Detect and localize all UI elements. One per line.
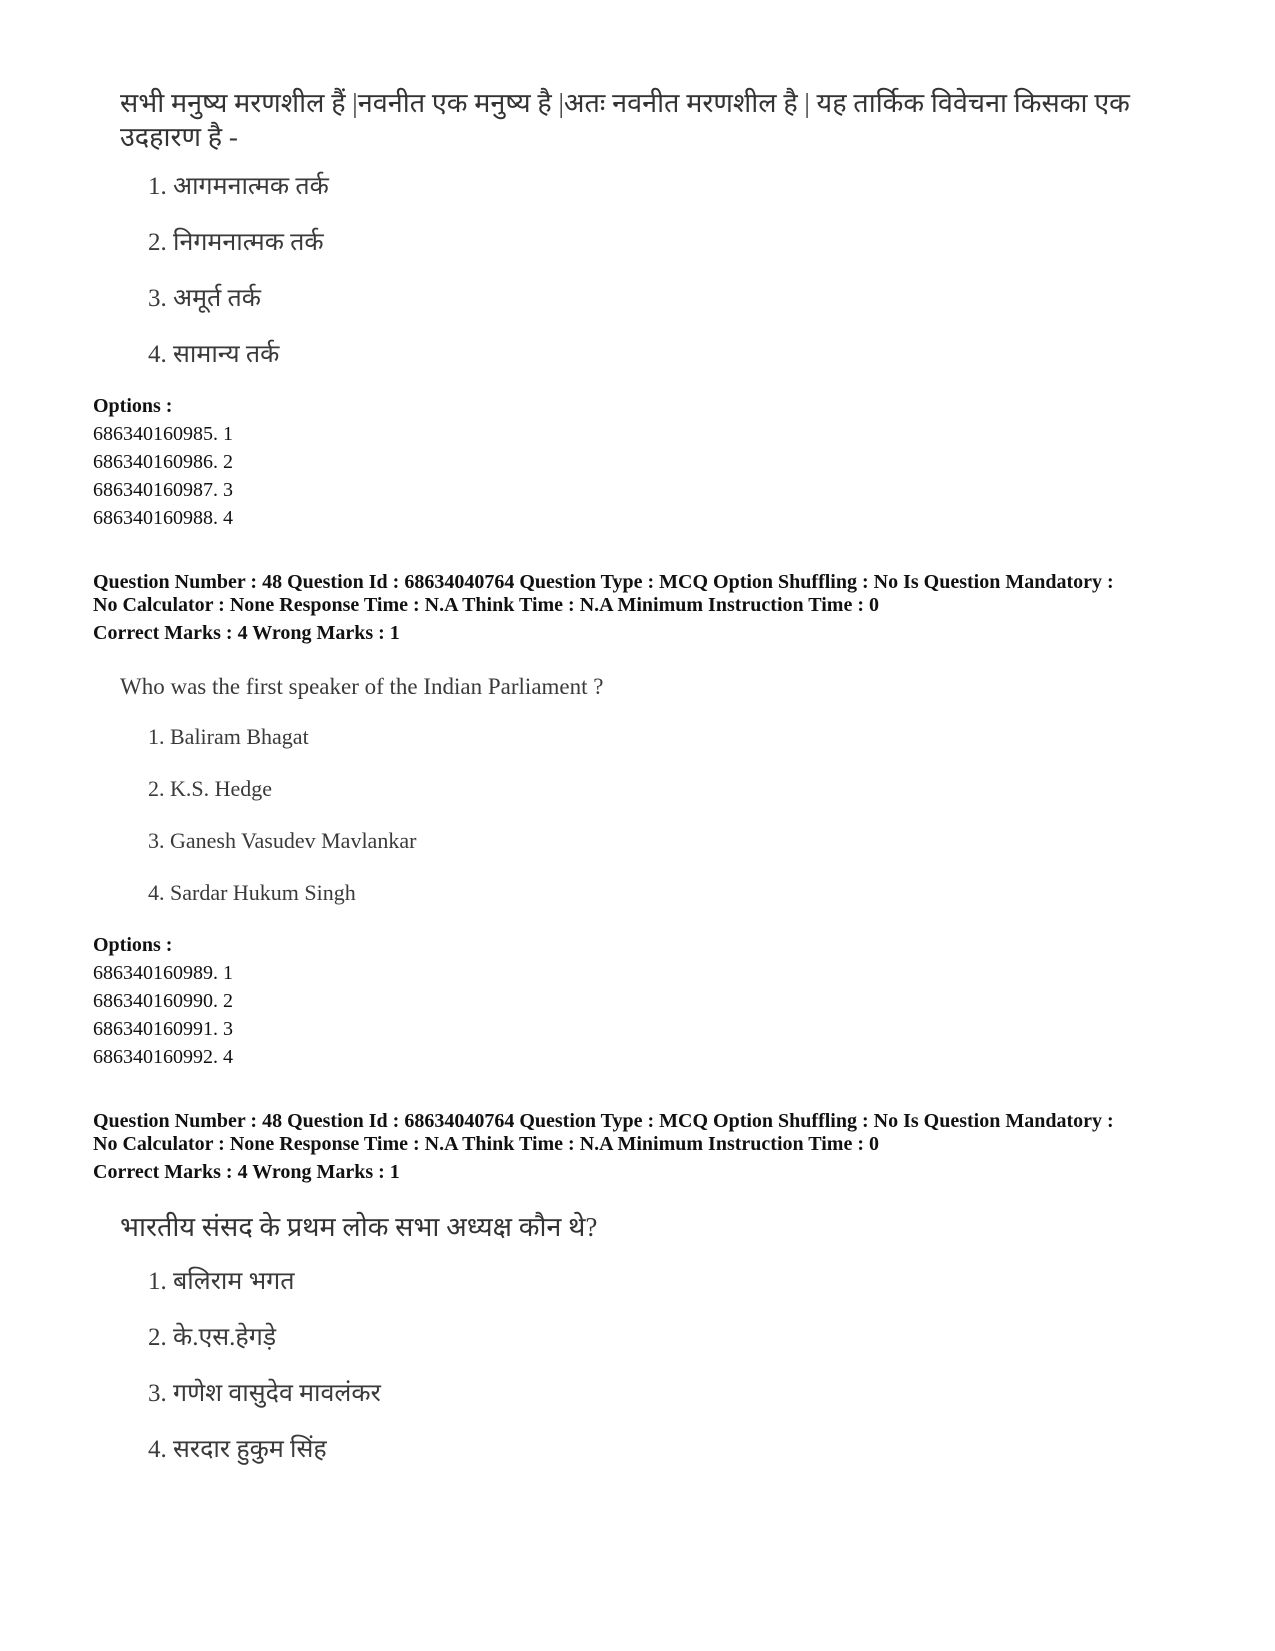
question-meta-line-2: No Calculator : None Response Time : N.A Think Time : N.A Minimum Instruction Time : 0 [93,1133,879,1155]
choice-2: 2. के.एस.हेगड़े [148,1324,277,1351]
option-id-line: 686340160992. 4 [93,1046,233,1068]
choice-2: 2. K.S. Hedge [148,776,273,801]
option-id-line: 686340160988. 4 [93,507,233,529]
choice-1: 1. आगमनात्मक तर्क [148,173,329,200]
options-label: Options : [93,934,173,956]
choice-3: 3. Ganesh Vasudev Mavlankar [148,828,417,853]
question-text-hindi-2: भारतीय संसद के प्रथम लोक सभा अध्यक्ष कौन थे? [120,1212,598,1242]
question-text-english: Who was the first speaker of the Indian Parliament ? [120,674,604,699]
choice-4: 4. सामान्य तर्क [148,341,280,368]
choice-1: 1. बलिराम भगत [148,1268,295,1295]
choice-4: 4. सरदार हुकुम सिंह [148,1436,327,1463]
option-id-line: 686340160991. 3 [93,1018,233,1040]
marks-line: Correct Marks : 4 Wrong Marks : 1 [93,622,400,644]
choice-2: 2. निगमनात्मक तर्क [148,229,324,256]
option-id-line: 686340160985. 1 [93,423,233,445]
marks-line: Correct Marks : 4 Wrong Marks : 1 [93,1161,400,1183]
question-meta-line-1: Question Number : 48 Question Id : 68634040764 Question Type : MCQ Option Shuffling : No Is Question Mandatory : [93,1110,1114,1132]
option-id-line: 686340160987. 3 [93,479,233,501]
choice-1: 1. Baliram Bhagat [148,724,309,749]
choice-3: 3. अमूर्त तर्क [148,285,262,312]
choice-3: 3. गणेश वासुदेव मावलंकर [148,1380,381,1407]
options-label: Options : [93,395,173,417]
option-id-line: 686340160989. 1 [93,962,233,984]
question-meta-line-1: Question Number : 48 Question Id : 68634040764 Question Type : MCQ Option Shuffling : No Is Question Mandatory : [93,571,1114,593]
option-id-line: 686340160986. 2 [93,451,233,473]
question-meta-line-2: No Calculator : None Response Time : N.A Think Time : N.A Minimum Instruction Time : 0 [93,594,879,616]
choice-4: 4. Sardar Hukum Singh [148,880,356,905]
option-id-line: 686340160990. 2 [93,990,233,1012]
question-text-hindi-1: सभी मनुष्य मरणशील हैं |नवनीत एक मनुष्य है |अतः नवनीत मरणशील है | यह तार्किक विवेचना किसका एक उदहारण है - [120,88,1130,152]
